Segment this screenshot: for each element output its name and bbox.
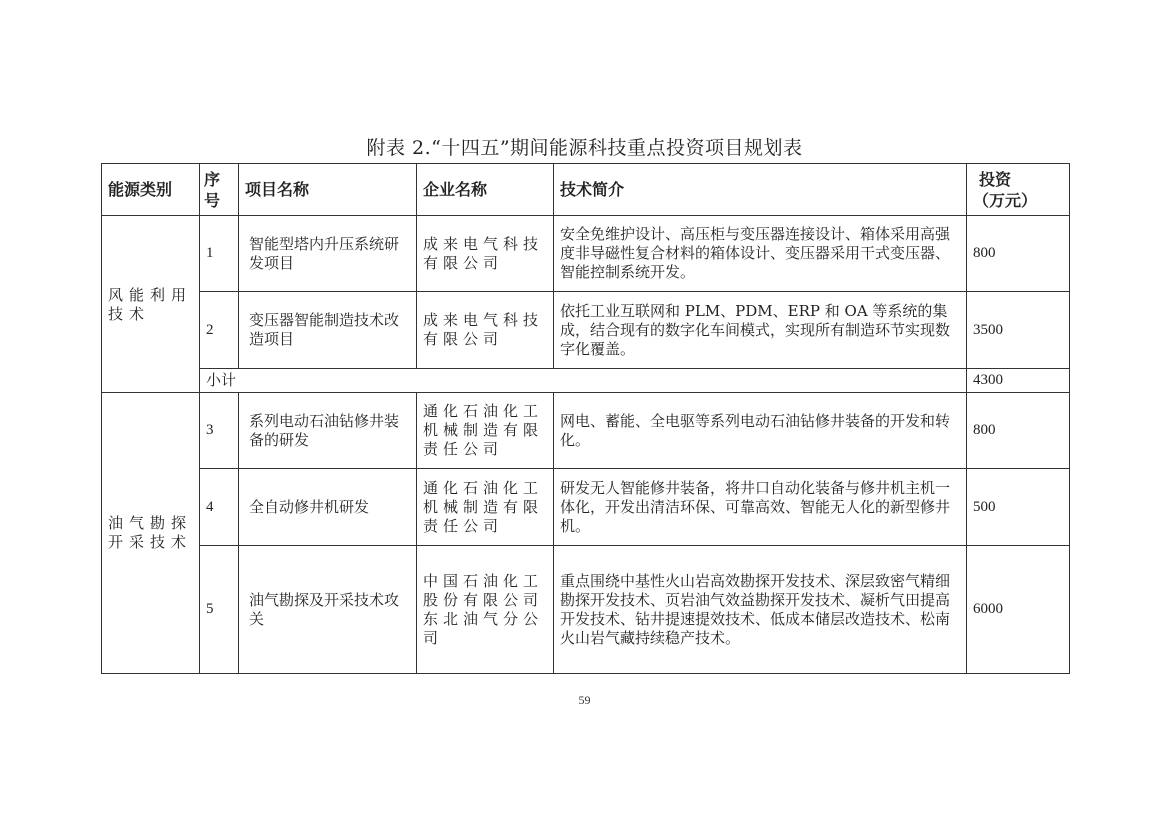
subtotal-value: 4300 [967, 369, 1070, 393]
header-seq: 序号 [200, 164, 239, 216]
table-row [102, 469, 1070, 546]
investment-cell: 800 [967, 216, 1070, 292]
intro-cell: 安全免维护设计、高压柜与变压器连接设计、箱体采用高强度非导磁性复合材料的箱体设计、变压器采用干式变压器、智能控制系统开发。 [554, 216, 967, 292]
table-row [102, 292, 1070, 369]
table-row [102, 393, 1070, 469]
seq-cell: 1 [200, 216, 239, 292]
intro-cell: 重点围绕中基性火山岩高效勘探开发技术、深层致密气精细勘探开发技术、页岩油气效益勘探开发技术、凝析气田提高开发技术、钻井提速提效技术、低成本储层改造技术、松南火山岩气藏持续稳产技术。 [554, 546, 967, 674]
header-category: 能源类别 [102, 164, 200, 216]
subtotal-row [102, 369, 1070, 393]
subtotal-label: 小计 [200, 369, 967, 393]
investment-cell: 500 [967, 469, 1070, 546]
category-cell: 风能利用技术 [102, 216, 200, 393]
header-intro: 技术简介 [554, 164, 967, 216]
intro-cell: 依托工业互联网和 PLM、PDM、ERP 和 OA 等系统的集成，结合现有的数字化车间模式，实现所有制造环节实现数字化覆盖。 [554, 292, 967, 369]
company-cell: 成来电气科技有限公司 [417, 292, 554, 369]
project-cell: 变压器智能制造技术改造项目 [239, 292, 417, 369]
company-cell: 成来电气科技有限公司 [417, 216, 554, 292]
project-cell: 智能型塔内升压系统研发项目 [239, 216, 417, 292]
page-number: 59 [578, 693, 591, 707]
header-project: 项目名称 [239, 164, 417, 216]
project-cell: 全自动修井机研发 [239, 469, 417, 546]
project-cell: 油气勘探及开采技术攻关 [239, 546, 417, 674]
table-row [102, 216, 1070, 292]
header-row [102, 164, 1070, 216]
investment-plan-table [101, 163, 1070, 674]
seq-cell: 3 [200, 393, 239, 469]
category-cell: 油气勘探开采技术 [102, 393, 200, 674]
project-cell: 系列电动石油钻修井装备的研发 [239, 393, 417, 469]
investment-cell: 6000 [967, 546, 1070, 674]
investment-cell: 800 [967, 393, 1070, 469]
header-investment-line1: 投资 [979, 169, 1012, 189]
intro-cell: 网电、蓄能、全电驱等系列电动石油钻修井装备的开发和转化。 [554, 393, 967, 469]
seq-cell: 5 [200, 546, 239, 674]
header-company: 企业名称 [417, 164, 554, 216]
company-cell: 中国石油化工股份有限公司东北油气分公司 [417, 546, 554, 674]
header-investment [967, 164, 1070, 216]
header-investment-line2: （万元） [973, 190, 1038, 210]
company-cell: 通化石油化工机械制造有限责任公司 [417, 469, 554, 546]
investment-cell: 3500 [967, 292, 1070, 369]
seq-cell: 4 [200, 469, 239, 546]
intro-cell: 研发无人智能修井装备，将井口自动化装备与修井机主机一体化，开发出清洁环保、可靠高效、智能无人化的新型修井机。 [554, 469, 967, 546]
seq-cell: 2 [200, 292, 239, 369]
table-row [102, 546, 1070, 674]
table-title: 附表 2.“十四五”期间能源科技重点投资项目规划表 [366, 137, 803, 159]
company-cell: 通化石油化工机械制造有限责任公司 [417, 393, 554, 469]
